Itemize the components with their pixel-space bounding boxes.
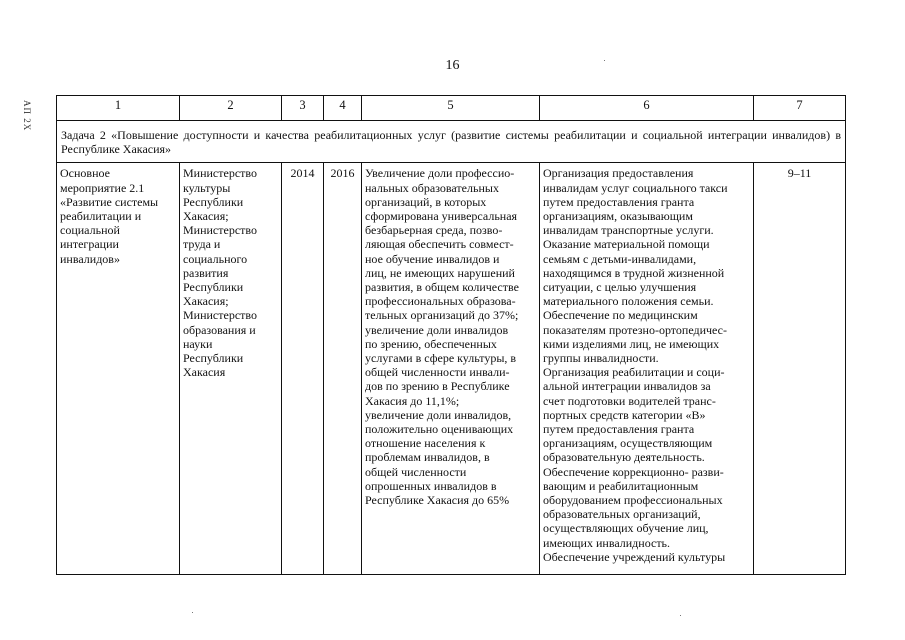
page-number: 16 [445,58,460,73]
scan-speck [192,612,193,613]
header-col-3: 3 [282,96,324,121]
scan-speck [680,615,681,616]
table-row [57,163,846,575]
end-year-cell: 2016 [324,163,362,575]
header-col-7: 7 [754,96,846,121]
expected-result-cell: Увеличение доли профессио- нальных образовательных организаций, в которых сформирована универсальная безбарьерная среда, позво- ляющая обеспечить совмест- ное обучение инвалидов и лиц, не имеющих нарушений развития, в общем количестве профессиональных образова- тельных организаций до 37%; увеличение доли инвалидов по зрению, обеспеченных услугами в сфере культуры, в общей численности инвали- дов по зрению в Республике Хакасия до 11,1%; увеличение доли инвалидов, положительно оценивающих отношение населения к проблемам инвалидов, в общей численности опрошенных инвалидов в Республике Хакасия до 65% [362,163,540,575]
measures-table [56,95,846,575]
indicator-link-cell: 9–11 [754,163,846,575]
task-2-title: Задача 2 «Повышение доступности и качества реабилитационных услуг (развитие системы реабилитации и социальной интеграции инвалидов) в Республике Хакасия» [57,121,846,163]
start-year-cell: 2014 [282,163,324,575]
header-col-1: 1 [57,96,180,121]
header-col-5: 5 [362,96,540,121]
main-directions-cell: Организация предоставления инвалидам услуг социального такси путем предоставления гранта организациям, оказывающим инвалидам транспортные услуги. Оказание материальной помощи семьям с детьми-инвалидами, находящимся в трудной жизненной ситуации, с целью улучшения материального положения семьи. Обеспечение по медицинским показателям протезно-ортопедичес- кими изделиями лиц, не имеющих группы инвалидности. Организация реабилитации и соци- альной интеграции инвалидов за счет подготовки водителей транс- портных средств категории «В» путем предоставления гранта организациям, осуществляющим образовательную деятельность. Обеспечение коррекционно- разви- вающим и реабилитационным оборудованием профессиональных образовательных организаций, осуществляющих обучение лиц, имеющих инвалидность. Обеспечение учреждений культуры [540,163,754,575]
table-header-row [57,96,846,121]
scan-speck [604,60,605,61]
side-margin-mark: АП 2Х [22,100,32,132]
header-col-6: 6 [540,96,754,121]
measure-name-cell: Основное мероприятие 2.1 «Развитие системы реабилитации и социальной интеграции инвалидов» [57,163,180,575]
task-row [57,121,846,163]
header-col-4: 4 [324,96,362,121]
responsible-executors-cell: Министерство культуры Республики Хакасия; Министерство труда и социального развития Республики Хакасия; Министерство образования и науки Республики Хакасия [180,163,282,575]
header-col-2: 2 [180,96,282,121]
